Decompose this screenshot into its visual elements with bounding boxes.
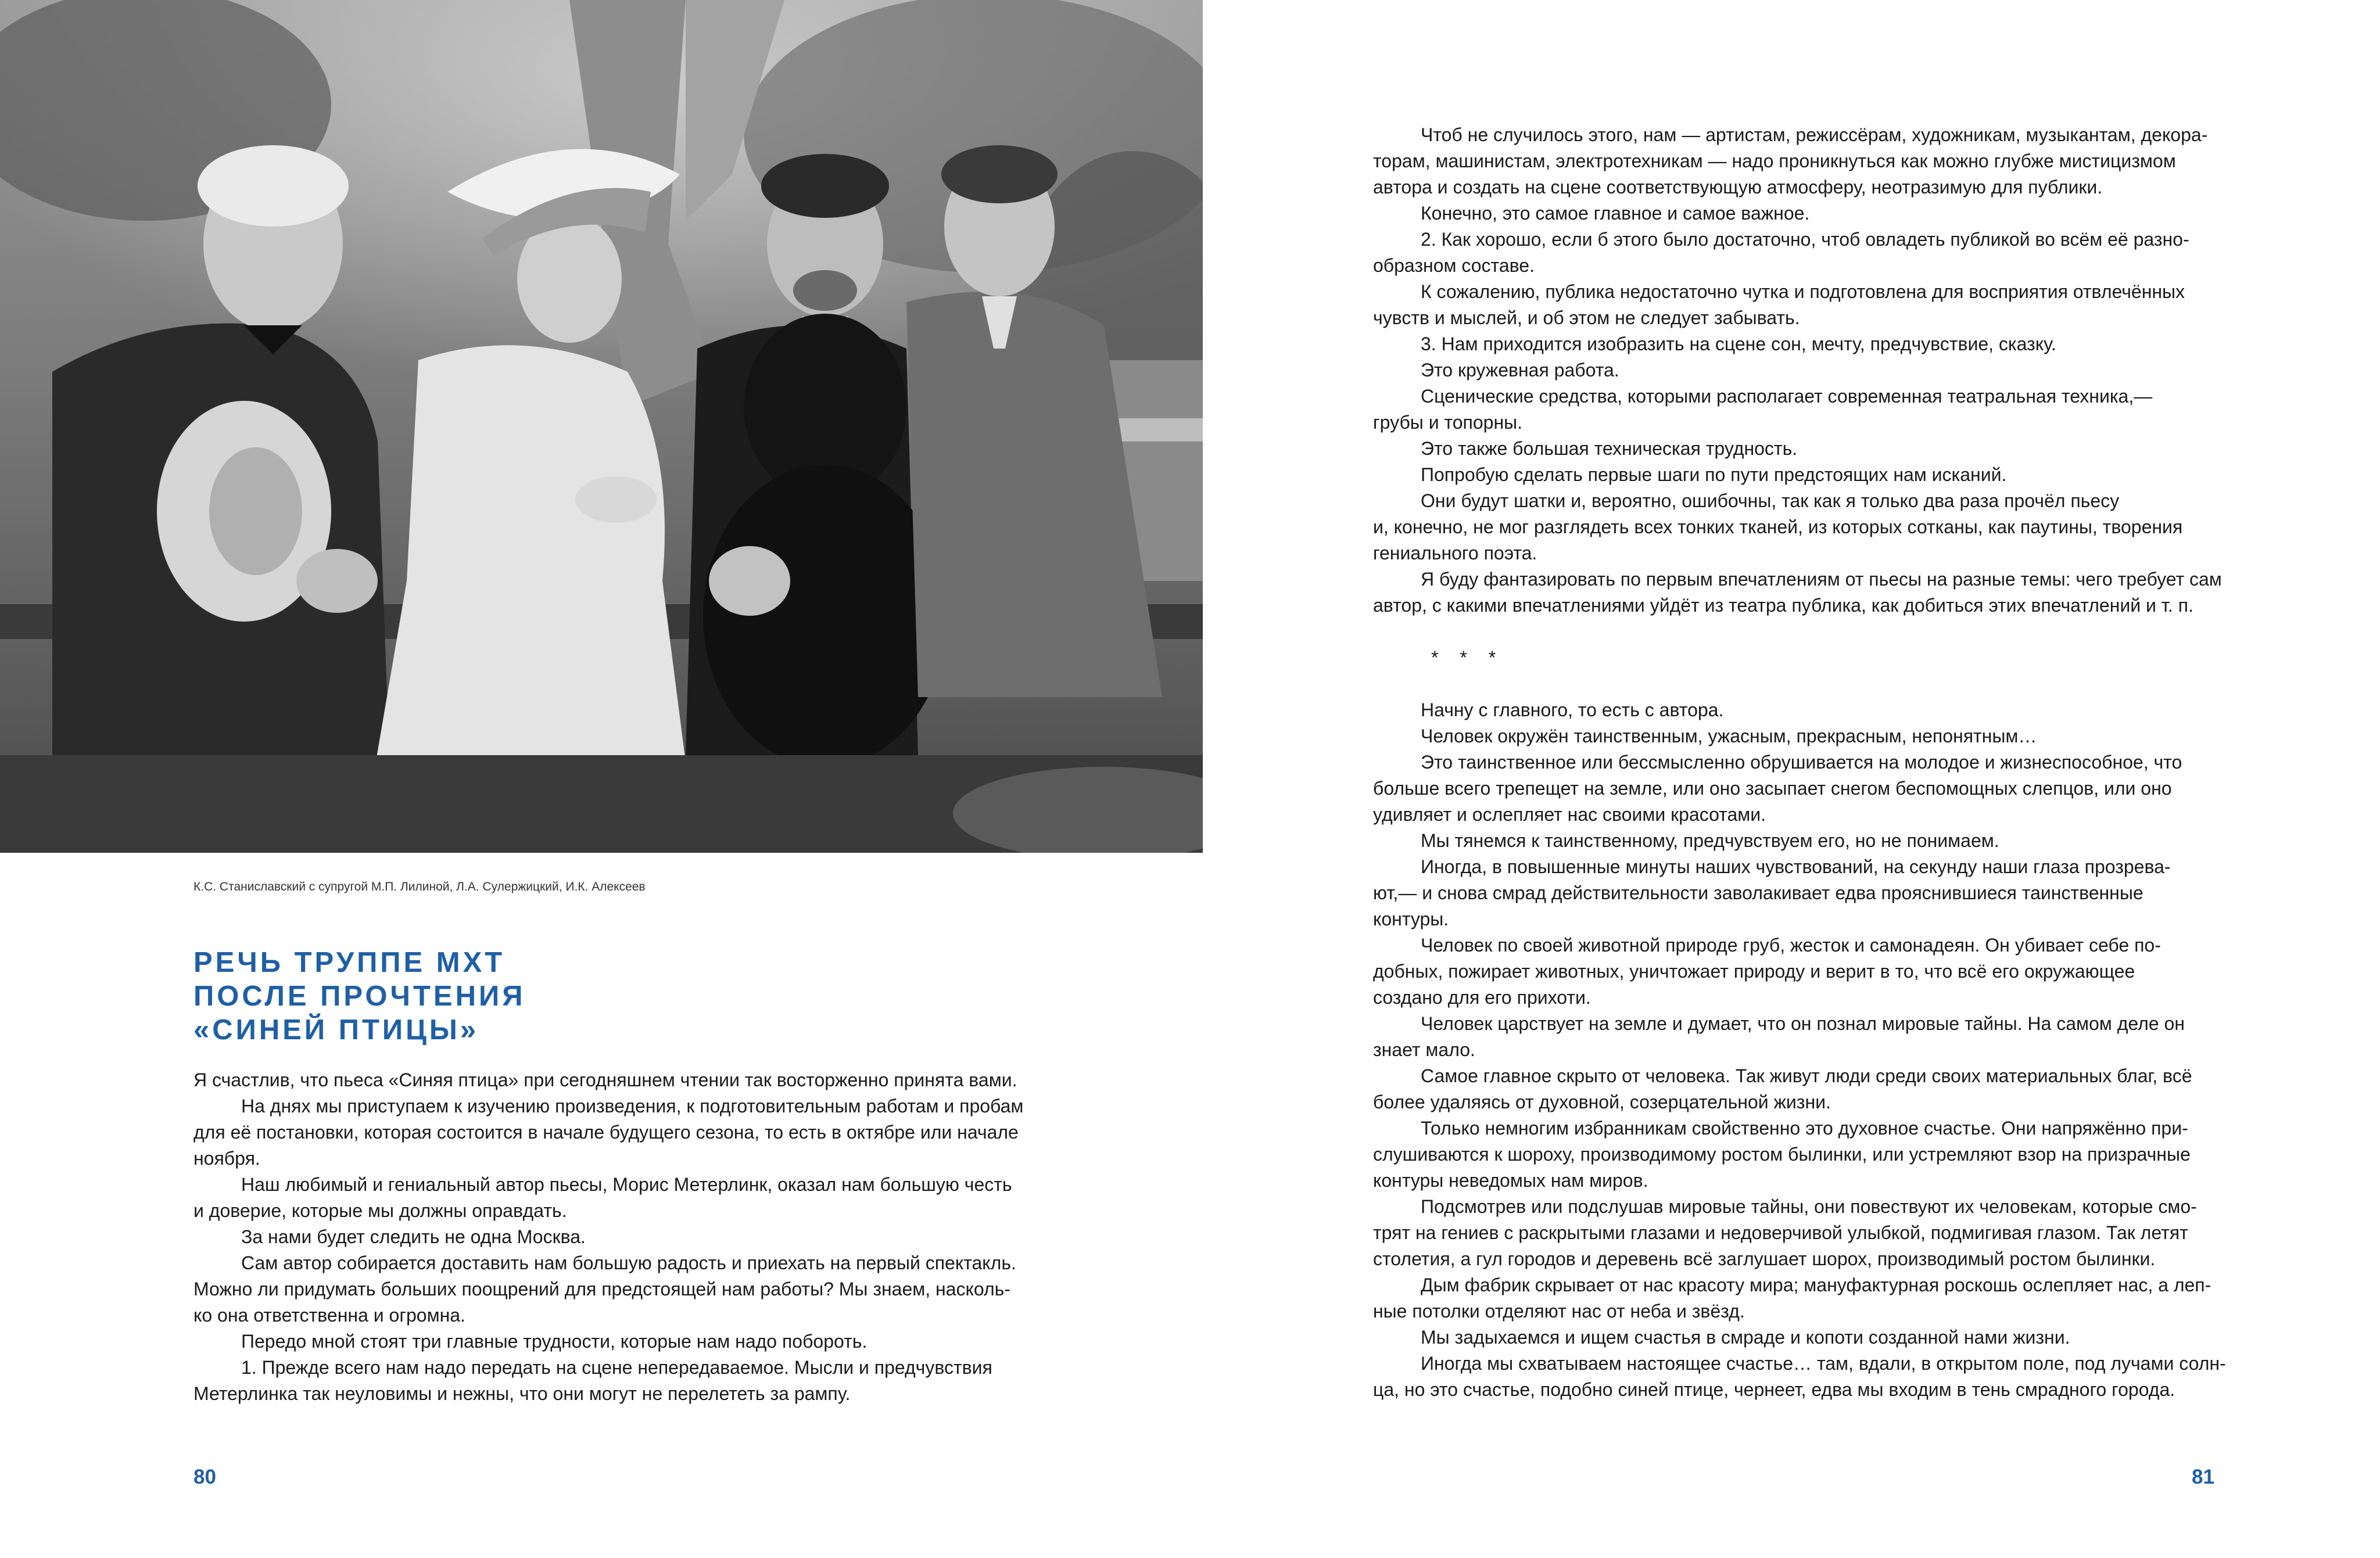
text-line: более удаляясь от духовной, созерцательной жизни.	[1373, 1092, 1831, 1112]
text-line: Можно ли придумать больших поощрений для предстоящей нам работы? Мы знаем, насколь-	[193, 1279, 1010, 1299]
text-line: Мы тянемся к таинственному, предчувствуем его, но не понимаем.	[1421, 830, 1999, 851]
text-line: На днях мы приступаем к изучению произведения, к подготовительным работам и пробам	[241, 1096, 1024, 1117]
text-line: добных, пожирает животных, уничтожает природу и верит в то, что всё его окружающее	[1373, 961, 2135, 982]
section-title	[193, 946, 1065, 1047]
title-line: РЕЧЬ ТРУППЕ МХТ	[193, 947, 506, 978]
text-line: Только немногим избранникам свойственно это духовное счастье. Они напряжённо при-	[1421, 1118, 2188, 1139]
blank-line	[1373, 671, 2233, 697]
text-line: ца, но это счастье, подобно синей птице, чернеет, едва мы входим в тень смрадного города.	[1373, 1379, 2175, 1400]
text-line: Наш любимый и гениальный автор пьесы, Морис Метерлинк, оказал нам большую честь	[241, 1174, 1012, 1195]
text-line: удивляет и ослепляет нас своими красотами.	[1373, 804, 1766, 825]
text-line: торам, машинистам, электротехникам — надо проникнуться как можно глубже мистицизмом	[1373, 150, 2176, 171]
right-page	[1190, 0, 2380, 1558]
text-line: ные потолки отделяют нас от неба и звёзд.	[1373, 1301, 1745, 1322]
text-line: для её постановки, которая состоится в начале будущего сезона, то есть в октябре или начале	[193, 1122, 1019, 1143]
text-line: ют,— и снова смрад действительности заволакивает едва прояснившиеся таинственные	[1373, 882, 2144, 903]
text-line: Я буду фантазировать по первым впечатлениям от пьесы на разные темы: чего требует сам	[1421, 569, 2222, 590]
text-line: Это кружевная работа.	[1421, 360, 1619, 380]
page-number-left: 80	[193, 1466, 216, 1488]
text-line: Конечно, это самое главное и самое важное.	[1421, 203, 1810, 224]
text-line: Чтоб не случилось этого, нам — артистам, режиссёрам, художникам, музыкантам, декора-	[1421, 124, 2208, 145]
blank-line	[1373, 619, 2233, 645]
text-line: Я счастлив, что пьеса «Синяя птица» при сегодняшнем чтении так восторженно принята вами.	[193, 1069, 1017, 1090]
text-line: Самое главное скрыто от человека. Так живут люди среди своих материальных благ, всё	[1421, 1065, 2192, 1086]
text-line: Это таинственное или бессмысленно обрушивается на молодое и жизнеспособное, что	[1421, 752, 2182, 773]
text-line: Метерлинка так неуловимы и нежны, что они могут не перелететь за рампу.	[193, 1383, 851, 1404]
title-line: ПОСЛЕ ПРОЧТЕНИЯ	[193, 981, 526, 1012]
section-break: * * *	[1431, 647, 1504, 668]
text-line: создано для его прихоти.	[1373, 987, 1591, 1008]
text-line: Попробую сделать первые шаги по пути предстоящих нам исканий.	[1421, 464, 2007, 485]
text-line: контуры.	[1373, 909, 1449, 929]
text-line: Сам автор собирается доставить нам большую радость и приехать на первый спектакль.	[241, 1252, 1016, 1273]
text-line: 3. Нам приходится изобразить на сцене сон, мечту, предчувствие, сказку.	[1421, 333, 2056, 354]
text-line: К сожалению, публика недостаточно чутка и подготовлена для восприятия отвлечённых	[1421, 281, 2185, 302]
text-line: и доверие, которые мы должны оправдать.	[193, 1200, 567, 1221]
text-line: Сценические средства, которыми располагает современная театральная техника,—	[1421, 386, 2153, 407]
text-line: Это также большая техническая трудность.	[1421, 438, 1798, 459]
text-line: 1. Прежде всего нам надо передать на сцене непередаваемое. Мысли и предчувствия	[241, 1357, 992, 1378]
text-line: Иногда мы схватываем настоящее счастье… там, вдали, в открытом поле, под лучами солн-	[1421, 1353, 2226, 1374]
text-line: 2. Как хорошо, если б этого было достаточно, чтоб овладеть публикой во всём её разно-	[1421, 229, 2189, 250]
text-line: грубы и топорны.	[1373, 412, 1523, 433]
historical-group-photograph	[0, 0, 1203, 853]
text-line: Передо мной стоят три главные трудности, которые нам надо побороть.	[241, 1331, 868, 1352]
text-line: контуры неведомых нам миров.	[1373, 1170, 1648, 1191]
text-line: чувств и мыслей, и об этом не следует забывать.	[1373, 307, 1800, 328]
text-line: столетия, а гул городов и деревень всё заглушает шорох, производимый ростом былинки.	[1373, 1248, 2156, 1269]
text-line: Человек царствует на земле и думает, что он познал мировые тайны. На самом деле он	[1421, 1013, 2185, 1034]
text-line: больше всего трепещет на земле, или оно засыпает снегом беспомощных слепцов, или оно	[1373, 778, 2172, 799]
text-line: Иногда, в повышенные минуты наших чувствований, на секунду наши глаза прозрева-	[1421, 856, 2171, 877]
text-line: слушиваются к шороху, производимому ростом былинки, или устремляют взор на призрачные	[1373, 1144, 2191, 1165]
text-line: ко она ответственна и огромна.	[193, 1305, 465, 1326]
text-line: ноября.	[193, 1148, 260, 1169]
text-line: знает мало.	[1373, 1039, 1475, 1060]
text-line: Дым фабрик скрывает от нас красоту мира; мануфактурная роскошь ослепляет нас, а леп-	[1421, 1275, 2211, 1295]
text-line: Мы задыхаемся и ищем счастья в смраде и копоти созданной нами жизни.	[1421, 1327, 2070, 1348]
photo-drawing	[0, 0, 1203, 853]
text-line: автора и создать на сцене соответствующую атмосферу, неотразимую для публики.	[1373, 177, 2103, 198]
text-line: Они будут шатки и, вероятно, ошибочны, так как я только два раза прочёл пьесу	[1421, 490, 2120, 511]
photo-caption: К.С. Станиславский с супругой М.П. Лилиной, Л.А. Сулержицкий, И.К. Алексеев	[193, 880, 646, 893]
text-line: Начну с главного, то есть с автора.	[1421, 699, 1724, 720]
text-line: гениального поэта.	[1373, 543, 1537, 563]
text-line: и, конечно, не мог разглядеть всех тонких тканей, из которых сотканы, как паутины, творения	[1373, 516, 2183, 537]
text-line: Подсмотрев или подслушав мировые тайны, они повествуют их человекам, которые смо-	[1421, 1196, 2197, 1217]
text-line: Человек по своей животной природе груб, жесток и самонадеян. Он убивает себе по-	[1421, 935, 2161, 956]
text-line: автор, с какими впечатлениями уйдёт из театра публика, как добиться этих впечатлений и т. п.	[1373, 595, 2193, 616]
left-body-text	[193, 1067, 1053, 1407]
text-line: трят на гениев с раскрытыми глазами и недоверчивой улыбкой, подмигивая глазом. Так летят	[1373, 1222, 2188, 1243]
text-line: За нами будет следить не одна Москва.	[241, 1226, 586, 1247]
page-number-right: 81	[2192, 1466, 2214, 1488]
right-body-text	[1373, 122, 2233, 1403]
text-line: Человек окружён таинственным, ужасным, прекрасным, непонятным…	[1421, 726, 2037, 746]
text-line: образном составе.	[1373, 255, 1535, 276]
title-line: «СИНЕЙ ПТИЦЫ»	[193, 1014, 479, 1046]
